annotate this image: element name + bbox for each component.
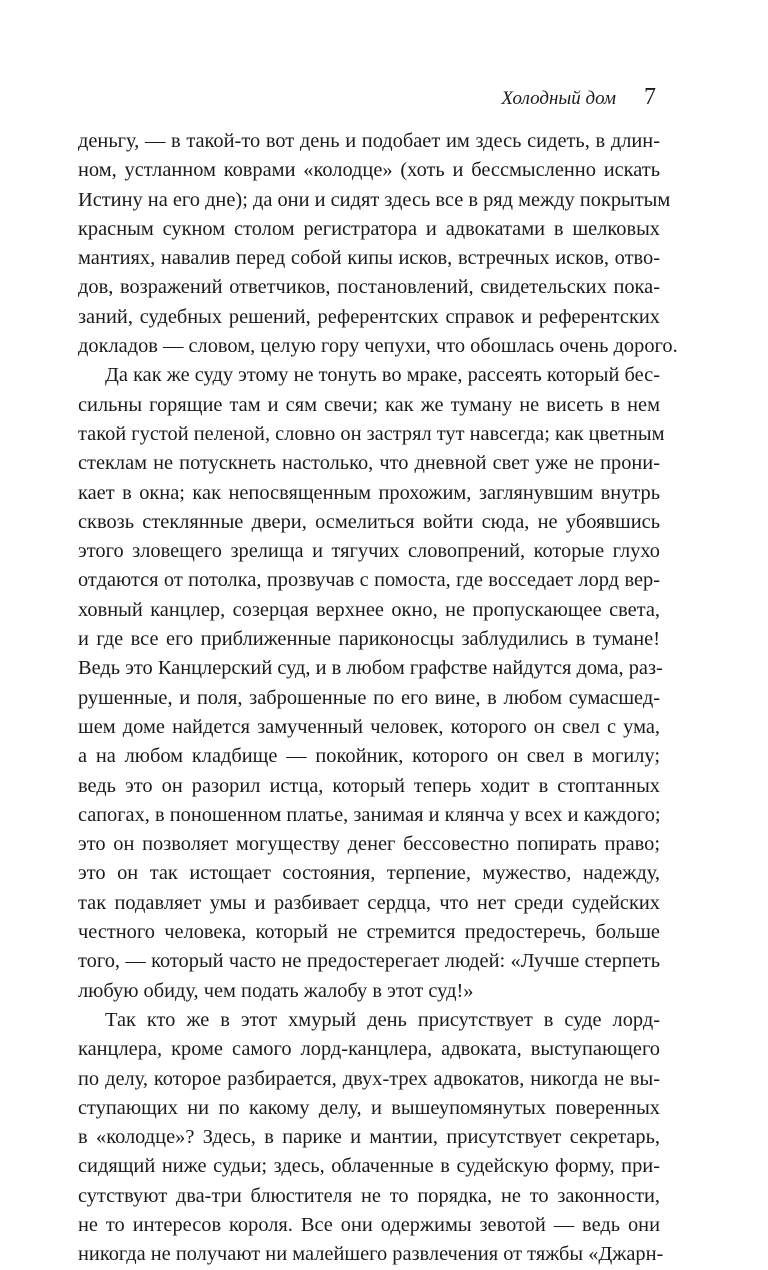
text-line: отдаются от потолка, прозвучав с помоста, где восседает лорд вер- xyxy=(78,569,660,592)
body-text xyxy=(78,127,678,1270)
text-line: ном, устланном коврами «колодце» (хоть и бессмысленно искать xyxy=(78,159,660,182)
text-line: стеклам не потускнеть настолько, что дневной свет уже не прони- xyxy=(78,452,660,475)
text-line: сквозь стеклянные двери, осмелиться войти сюда, не убоявшись xyxy=(78,510,660,533)
text-line: Да как же суду этому не тонуть во мраке, рассеять который бес- xyxy=(105,364,660,387)
paragraph xyxy=(78,127,678,361)
text-line: докладов — словом, целую гору чепухи, что обошлась очень дорого. xyxy=(78,335,678,358)
text-line: и где все его приближенные париконосцы заблудились в тумане! xyxy=(78,628,660,651)
text-line: это он так истощает состояния, терпение, мужество, надежду, xyxy=(78,862,660,885)
text-line: рушенные, и поля, заброшенные по его вине, в любом сумасшед- xyxy=(78,686,660,709)
text-line: сутствуют два-три блюстителя не то порядка, не то законности, xyxy=(78,1184,660,1207)
text-line: никогда не получают ни малейшего развлечения от тяжбы «Джарн- xyxy=(78,1243,664,1266)
text-line: сапогах, в поношенном платье, занимая и клянча у всех и каждого; xyxy=(78,803,661,826)
text-line: ступающих ни по какому делу, и вышеупомянутых поверенных xyxy=(78,1096,660,1119)
text-line: мантиях, навалив перед собой кипы исков, встречных исков, отво- xyxy=(78,247,660,270)
text-line: сильны горящие там и сям свечи; как же туману не висеть в нем xyxy=(78,393,660,416)
text-line: этого зловещего зрелища и тягучих словопрений, которые глухо xyxy=(78,540,660,563)
text-line: в «колодце»? Здесь, в парике и мантии, присутствует секретарь, xyxy=(78,1126,660,1149)
paragraph xyxy=(78,1006,664,1270)
text-line: не то интересов короля. Все они одержимы зевотой — ведь они xyxy=(78,1213,660,1236)
text-line: честного человека, который не стремится предостеречь, больше xyxy=(78,921,660,944)
text-line: такой густой пеленой, словно он застрял тут навсегда; как цветным xyxy=(78,422,665,445)
text-line: дов, возражений ответчиков, постановлений, свидетельских пока- xyxy=(78,276,660,299)
text-line: ховный канцлер, созерцая верхнее окно, не пропускающее света, xyxy=(78,598,660,621)
text-line: кает в окна; как непосвященным прохожим, заглянувшим внутрь xyxy=(78,481,660,504)
text-line: по делу, которое разбирается, двух-трех адвокатов, никогда не вы- xyxy=(78,1067,660,1090)
running-title: Холодный дом xyxy=(501,88,616,109)
text-line: так подавляет умы и разбивает сердца, что нет среди судейских xyxy=(78,891,660,914)
text-line: Истину на его дне); да они и сидят здесь все в ряд между покрытым xyxy=(78,188,671,211)
text-line: деньгу, — в такой-то вот день и подобает им здесь сидеть, в длин- xyxy=(78,130,660,152)
text-line: а на любом кладбище — покойник, которого он свел в могилу; xyxy=(78,745,660,768)
text-line: заний, судебных решений, референтских справок и референтских xyxy=(78,305,660,328)
text-line: ведь это он разорил истца, который теперь ходит в стоптанных xyxy=(78,774,660,797)
text-line: Так кто же в этот хмурый день присутствует в суде лорд- xyxy=(105,1008,660,1031)
text-line: того, — который часто не предостерегает людей: «Лучше стерпеть xyxy=(78,950,660,973)
text-line: шем доме найдется замученный человек, которого он свел с ума, xyxy=(78,715,660,738)
text-line: Ведь это Канцлерский суд, и в любом графстве найдутся дома, раз- xyxy=(78,657,663,680)
text-line: любую обиду, чем подать жалобу в этот суд!» xyxy=(78,979,474,1002)
page-header xyxy=(501,84,656,114)
text-line: это он позволяет могуществу денег бессовестно попирать право; xyxy=(78,833,660,856)
page-number: 7 xyxy=(644,84,656,110)
text-line: сидящий ниже судьи; здесь, облаченные в судейскую форму, при- xyxy=(78,1155,660,1178)
paragraph xyxy=(78,361,665,1006)
text-line: красным сукном столом регистратора и адвокатами в шелковых xyxy=(78,217,660,240)
text-line: канцлера, кроме самого лорд-канцлера, адвоката, выступающего xyxy=(78,1038,660,1061)
